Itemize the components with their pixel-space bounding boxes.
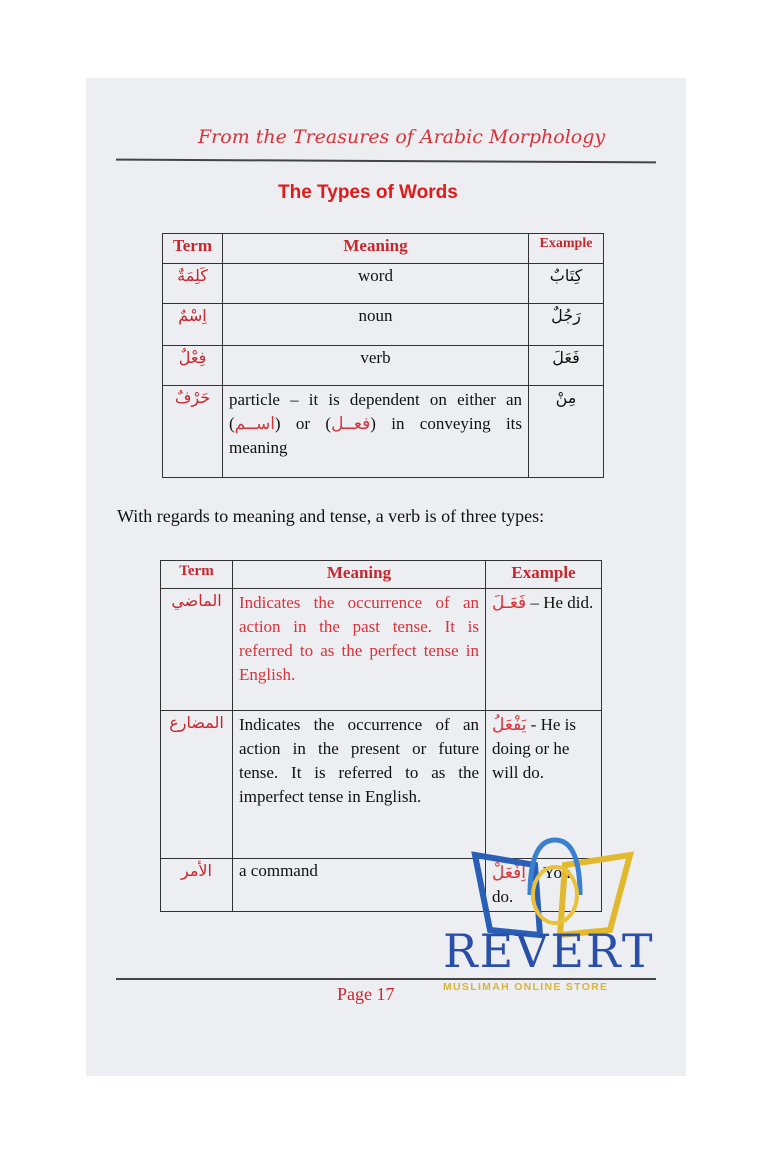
meaning-text: particle – it is dependent on either an ( [229,390,522,433]
running-title: From the Treasures of Arabic Morphology [198,126,606,148]
term-cell: حَرْفٌ [163,386,223,478]
meaning-cell [223,386,529,478]
meaning-cell: verb [223,346,529,386]
example-arabic: يَفْعَلُ [492,715,527,734]
header-meaning: Meaning [233,561,486,589]
section-title: The Types of Words [278,182,458,203]
arabic-fil: فعــل [331,414,371,433]
example-english: – You do. [492,863,571,906]
example-arabic: فَعَـلَ [492,593,527,612]
example-arabic: اِفْعَلْ [492,863,526,882]
meaning-cell: Indicates the occurrence of an action in the past tense. It is referred to as the perfect tense in English. [233,589,486,711]
header-example: Example [486,561,602,589]
example-cell: مِنْ [529,386,604,478]
table-row [161,589,602,711]
meaning-cell: noun [223,304,529,346]
watermark-brand: REVERT [443,924,655,978]
intro-paragraph: With regards to meaning and tense, a verb is of three types: [117,506,545,526]
meaning-cell: a command [233,859,486,912]
example-cell: رَجُلٌ [529,304,604,346]
table-row [163,264,604,304]
term-cell: المضارع [161,711,233,859]
meaning-cell: word [223,264,529,304]
table-row [163,346,604,386]
table-row [163,386,604,478]
term-cell: فِعْلٌ [163,346,223,386]
example-cell [486,589,602,711]
example-cell: فَعَلَ [529,346,604,386]
arabic-ism: اســم [234,414,275,433]
meaning-cell: Indicates the occurrence of an action in the present or future tense. It is referred to as the imperfect tense in English. [233,711,486,859]
example-cell: كِتَابٌ [529,264,604,304]
term-cell: اِسْمٌ [163,304,223,346]
watermark-tagline: MUSLIMAH ONLINE STORE [443,981,609,993]
term-cell: كَلِمَةٌ [163,264,223,304]
meaning-text: ) in conveying its meaning [229,414,523,457]
term-cell: الماضي [161,589,233,711]
types-of-words-table [162,233,604,478]
example-english: - He is doing or he will do. [492,715,576,782]
header-example: Example [529,234,604,264]
header-term: Term [161,561,233,589]
header-meaning: Meaning [223,234,529,264]
table-row [163,304,604,346]
page-number: Page 17 [337,984,395,1004]
term-cell: الأمر [161,859,233,912]
meaning-text: ) or ( [274,414,332,433]
header-term: Term [163,234,223,264]
example-english: – He did. [526,593,594,612]
